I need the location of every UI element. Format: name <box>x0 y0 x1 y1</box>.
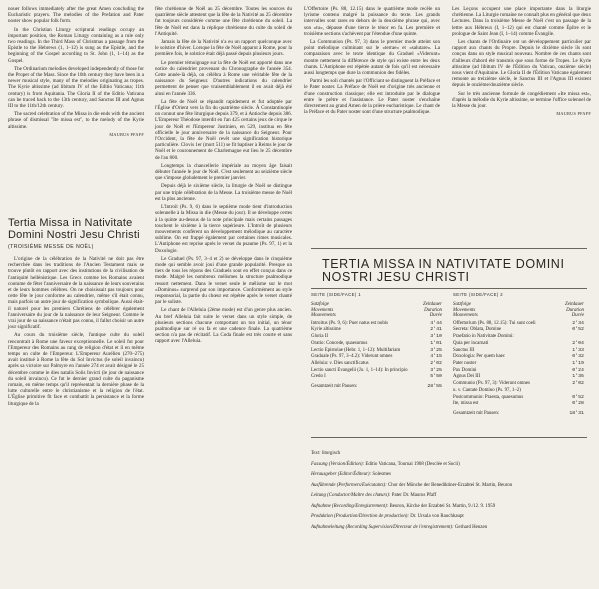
column-3-french <box>304 6 440 117</box>
side-a-tracklist <box>311 302 442 391</box>
column-2-french <box>155 6 292 347</box>
track-title: Praefatio in Nativitate Domini: <box>453 334 514 340</box>
credit-row <box>311 502 586 513</box>
header-label: Zeitdauer <box>422 302 442 307</box>
divider-title <box>311 288 587 289</box>
divider-credits <box>311 437 587 438</box>
header-label: Satzfolge <box>453 302 471 307</box>
track-row <box>311 327 442 334</box>
track-row <box>453 361 584 368</box>
signature: MAURUS PFAFF <box>109 131 144 137</box>
track-duration: 2'34 <box>572 320 584 326</box>
credit-label: Aufnahme (Recording/Enregistrement): <box>311 503 389 509</box>
track-duration: 0'28 <box>572 401 584 407</box>
paragraph: fête chrétienne de Noël au 25 décembre. Toutes les sources du quatrième siècle attestent que la fête de la Nativité au 25 décembre fut toujours considérée comme une fête chrétienne du soleil. La fête de Noël est dans la réplique chrétienne du culte du soleil de l'Antiquité. <box>155 6 292 37</box>
track-title: Introitus (Ps. 9, 6): Puer natus est nobis <box>311 320 389 326</box>
track-title: Lectio sancti Evangelii (Jo. 1, 1–14): In principio <box>311 367 408 373</box>
paragraph: L'origine de la célébration de la Nativité ne doit pas être recherchée dans les traditions de l'Ancien Testament mais se trouve plutôt en rapport avec des institutions de la civilisation de l'antiquité hellénistique. Les Grecs comme les Romains avaient coutume de fêter l'anniversaire de la naissance de leurs souverains et de leurs hommes célèbres. On ne choisissait pas toujours pour cette fête le jour conforme au calendrier, même s'il était connu, mais parfois un autre jour de signification symbolique. Aussi était-il naturel pour les premiers Chrétiens de célébrer également l'anniversaire du jour de la naissance de leur Seigneur. Comme le vrai jour de sa naissance n'était pas connu, il fallut choisir un autre jour significatif. <box>8 256 144 331</box>
credit-value: Dr. Ursula von Rauchhaupt <box>410 514 464 519</box>
track-duration: 0'52 <box>572 394 584 400</box>
track-duration: 1'01 <box>430 340 442 346</box>
paragraph: L'Offertoire (Ps. 88, 12.15) dans le quatrième mode recèle un lyrisme contenu malgré la puissance du texte. Les grands intervalles sont rares en dehors de la deuxième phrase qui, avec son «tu», dépasse d'une tierce le ténor en fa. Les première et troisième sections s'achèvent par l'étendue d'une quinte. <box>304 6 440 37</box>
track-row <box>311 374 442 381</box>
track-duration: 1'33 <box>572 347 584 353</box>
track-title: Pater noster <box>453 361 477 366</box>
track-row <box>311 354 442 361</box>
track-row <box>453 374 584 381</box>
side-b-tracklist <box>453 302 584 418</box>
credit-value: Beuron, Kirche der Erzabtei St. Martin, 9./12. 9. 1959 <box>389 503 496 509</box>
paragraph: Jamais la fête de la Nativité n'a eu un rapport quelconque avec le solstice d'hiver. Lorsque la fête de Noël apparut à Rome, pour la première fois, le solstice était déjà passé depuis plusieurs jours. <box>155 39 292 58</box>
track-row <box>453 348 584 355</box>
track-duration: 2'04 <box>572 340 584 346</box>
paragraph: In the Christian Liturgy scriptural readings occupy an important position, the Roman Liturgy containing as a rule only two readings. In the Third Mass of Christmas a passage from the Epistle to the Hebrews (1, 1–12) is sung as the Epistle, and the beginning of the Gospel according to St. John (1, 1–14) as the Gospel. <box>8 26 144 64</box>
total-row <box>311 384 442 391</box>
track-duration: 5'50 <box>430 374 442 380</box>
track-row <box>453 368 584 375</box>
paragraph: nouer follows immediately after the great Amen concluding the Eucharistic prayers. The melodies of the Prefation and Pater noster show popular folk form. <box>8 6 144 25</box>
track-title: Communio (Ps. 97, 3): Viderunt omnes <box>453 381 530 387</box>
track-duration: 1'35 <box>572 374 584 380</box>
track-row <box>311 348 442 355</box>
header-label: Movements <box>311 307 334 313</box>
header-label: Duration <box>424 307 442 313</box>
table-header <box>453 302 584 319</box>
credit-value: Pater Dr. Maurus Pfaff <box>391 493 437 498</box>
track-row <box>453 395 584 402</box>
track-title: Quia per incarnati <box>453 340 489 346</box>
total-duration: 28'55 <box>427 384 442 390</box>
track-row <box>311 341 442 348</box>
track-row <box>311 321 442 328</box>
track-row <box>311 368 442 375</box>
paragraph: Longtemps la chancellerie impériale au moyen âge faisait débuter l'année le jour de Noël. C'est seulement au seizième siècle que s'impose globalement le premier janvier. <box>155 162 292 182</box>
title-left: Tertia Missa in Nativitate Domini Nostri Jesu Christi <box>8 217 140 241</box>
header-label: Movements <box>453 307 476 313</box>
track-title: Offertorium (Ps. 88, 12.15): Tui sunt coeli <box>453 320 536 326</box>
track-row <box>453 334 584 341</box>
credits-list <box>311 449 586 533</box>
credit-label: Fassung (Version/Édition): <box>311 461 365 467</box>
total-duration: 18'31 <box>569 410 584 416</box>
track-duration: 0'32 <box>572 354 584 360</box>
paragraph: Sur le très ancienne formule de congédiement «Ite missa est», d'après la mélodie du Kyrie altissime, se termine l'office solennel de la Messe du jour. <box>452 90 591 110</box>
track-row <box>453 381 584 388</box>
total-row <box>453 411 584 418</box>
credit-label: Text: <box>311 451 321 456</box>
subtitle-left: (TROISIÈME MESSE DE NOËL) <box>8 244 94 250</box>
track-row <box>311 361 442 368</box>
paragraph: The sacred celebration of the Missa in die ends with the ancient phrase of dismissal "Ite missa est", to the melody of the Kyrie altissime. <box>8 111 144 130</box>
paragraph: Au cours du troisième siècle, l'antique culte du soleil rencontrait à Rome une faveur exceptionnelle. Le soleil fut pour l'Empereur des Romains au rang de religion d'état et il en même temps un culte de l'Empereur. L'Empereur Aurélien (270–275) avait institué à Rome la fête du Sol Invictus (le soleil invaincu) après sa victoire sur Palmyre en l'année 274 et avait désigné le 25 décembre comme le dies natalis Solis Invicti (le jour de naissance du soleil invaincu). Ce fut le dernier grand culte du paganisme romain, en même temps qu'il représentait la dernière phase de la lutte culturelle entre le christianisme et la religion de l'état. L'Église primitive fit face et combattit la persistance et la forme liturgique de la <box>8 332 144 407</box>
paragraph: Le premier témoignage sur la fête de Noël est apporté dans une notice du calendrier provenant du Chronographe de l'année 354. Cette année-là déjà, on célébra à Rome une véritable fête de la naissance du Seigneur. D'autres indications du calendrier permettent de penser que vraisemblablement il en avait déjà été ainsi en l'année 336. <box>155 59 292 97</box>
track-duration: 3'25 <box>430 367 442 373</box>
side-b-heading: SEITE (SIDE/FACE) 2 <box>453 292 504 297</box>
credit-label: Aufnahmeleitung (Recording Supervision/Directeur de l'enregistrement): <box>311 524 454 530</box>
paragraph: La Communion (Ps. 97, 3) dans le premier mode atteint son point mélodique culminant sur le «terrae» et «salutare». La comparaison avec le texte identique du Graduel «Viderunt» montre nettement la différence de style qui existe entre les deux chants. L'Antiphone est répétée autant de fois qu'il est nécessaire aussi longtemps que dure la communion des fidèles. <box>304 39 440 77</box>
paragraph: Le Graduel (Ps. 97, 3–4 et 2) se développe dans le cinquième mode qui semble avoir joui d'une grande popularité. Presque un tiers de tous les répons des Graduels sont en effet conçus dans ce mode. Malgré les nombreux mélismes la structure psalmodique ressort nettement. Dans le verset seule le mélisme sur le mot «Dominus» surprend par son importance. Conformément au style responsorial, la partie du chœur est répétée après le verset chanté par le soliste. <box>155 255 292 306</box>
paragraph: Les chants de l'Ordinaire ont un développement particulier par rapport aux chants du Propre. Depuis le dixième siècle ils sont conçus dans un style musical nouveau. Nombre de ces chants sont d'ailleurs d'abord été transmis que sous forme de Tropes. Le Kyrie altissime (ad libitum IV de l'Édition du Vatican, onzième siècle) nous vient d'Aquitaine. Le Gloria II de l'Édition Vaticane également remonte au treizième siècle, le Sanctus III et l'Agnus III existent depuis le onzième/douzième siècle. <box>452 39 591 89</box>
credit-row <box>311 491 586 502</box>
paragraph: Les Leçons occupent une place importante dans la liturgie chrétienne. La Liturgie romaine ne connaît plus en général que deux Lectures. Dans la troisième Messe de Noël c'est un passage de la lettre aux Hébreux (I, 1–12) qui est chanté comme Épître et le prologue de Saint Jean (I, 1–14) comme Évangile. <box>452 6 591 37</box>
divider-top <box>311 248 587 249</box>
credit-row <box>311 449 586 460</box>
track-duration: 4'15 <box>430 354 442 360</box>
credit-value: Gerhard Henzen <box>454 524 488 530</box>
credit-row <box>311 481 586 492</box>
track-title: Ite, missa est <box>453 401 479 407</box>
track-title: Doxologia: Per quem haec <box>453 354 506 360</box>
credit-label: Leitung (Conductor/Maître des chœurs): <box>311 493 391 498</box>
header-label: Satzfolge <box>311 302 329 307</box>
column-1-french <box>8 256 144 409</box>
header-label: Durée <box>429 313 442 319</box>
track-duration: 2'02 <box>430 361 442 366</box>
signature: MAURUS PFAFF <box>556 111 591 117</box>
total-label: Gesamtzeit mit Pausen: <box>311 384 358 390</box>
track-row <box>453 354 584 361</box>
track-title: Credo I <box>311 374 326 380</box>
total-label: Gesamtzeit mit Pausen: <box>453 410 500 416</box>
track-duration: 2'02 <box>572 381 584 387</box>
track-title: Lectio Epistolae (Hebr. 1, 1–12): Multifariam <box>311 347 401 353</box>
track-row <box>453 341 584 348</box>
track-title: u. v. Cantate Domino (Ps. 97, 1–2) <box>453 387 521 393</box>
credit-value: liturgisch <box>321 451 341 456</box>
track-title: Alleluia: v. Dies sanctificatus <box>311 361 369 366</box>
track-row <box>453 327 584 334</box>
track-duration: 0'52 <box>572 327 584 333</box>
side-a-heading: SEITE (SIDE/FACE) 1 <box>311 292 362 297</box>
credit-value: Solesmes <box>372 472 391 477</box>
paragraph: Le chant de l'Alleluia (2ème mode) est d'un genre plus ancien. Au bref Alleluia fait suite le verset dans un style simple, de plusieurs sections chacune comportant un ton initial, un ténor psalmodique sur ré ou fa et une cadence finale. La quatrième section n'a pas de récitatif. La Coda finale est très courte et sans rapport avec l'Alleluia. <box>155 307 292 345</box>
header-label: Duration <box>566 307 584 313</box>
credit-row <box>311 512 586 523</box>
column-4-french <box>452 6 591 119</box>
track-duration: 3'10 <box>430 334 442 340</box>
header-label: Mouvements <box>453 313 478 319</box>
table-header <box>311 302 442 319</box>
credit-row <box>311 523 586 534</box>
track-title: Graduale (Ps. 97, 3–4.2): Viderunt omnes <box>311 354 393 360</box>
track-title: Postcommunio: Praesta, quaesumus <box>453 394 524 400</box>
track-duration: 0'24 <box>572 367 584 373</box>
paragraph: The Ordinarium melodies developed independently of those for the Proper of the Mass. Since the 10th century they have been in a newer musical style, many of the melodies originating as tropes. The Kyrie altissime (ad libitum IV of the Editio Vaticana; 11th century) is from Aquitania. The Gloria II of the Editio Vaticana can be traced back to the 13th century, and Sanctus III and Agnus III to the 11th/12th century. <box>8 65 144 110</box>
credit-label: Herausgeber (Editor/Éditeur): <box>311 472 372 477</box>
track-duration: 4'44 <box>430 320 442 326</box>
track-row <box>311 334 442 341</box>
header-label: Zeitdauer <box>564 302 584 307</box>
credit-value: Editio Vaticana, Tournai 1908 (Desclée et Socii) <box>365 461 460 467</box>
credit-row <box>311 470 586 481</box>
track-row <box>453 401 584 408</box>
track-duration: 1'19 <box>572 361 584 366</box>
credit-value: Chor der Mönche der Benediktiner-Erzabtei St. Martin, Beuron <box>387 482 513 488</box>
column-1-english <box>8 6 144 140</box>
credit-label: Ausführende (Performers/Exécutants): <box>311 482 387 488</box>
track-duration: 2'41 <box>430 327 442 333</box>
track-title: Pax Domini <box>453 367 477 373</box>
track-title: Sanctus III <box>453 347 475 353</box>
track-title: Kyrie altissime <box>311 327 341 333</box>
track-title: Oratio: Concede, quaesumus <box>311 340 368 346</box>
paragraph: Depuis déjà le sixième siècle, la liturgie de Noël se distingue par une triple célébration de la Messe. La troisième messe de Noël est la plus ancienne. <box>155 183 292 202</box>
title-right: TERTIA MISSA IN NATIVITATE DOMINI NOSTRI JESU CHRISTI <box>322 257 565 284</box>
track-title: Gloria II <box>311 334 328 340</box>
credit-label: Produktion (Production/Direction de production): <box>311 514 410 519</box>
paragraph: L'Introït (Ps. 9, 6) dans le septième mode tient d'introduction solennelle à la Missa in die (Messe du jour). Il se développe certes à la quinte au-dessus de la note principale mais certains passages touchent le sixième à la tierce supérieure. L'Introït de plusieurs mouvements confèrent un développement mélodique au caractère sublime. On est frappé également par certaines rimes musicales. L'Antiphone est reprise après le verset du psaume (Ps. 97, 1) et la Doxologie. <box>155 204 292 254</box>
track-duration: 3'25 <box>430 347 442 353</box>
track-title: Secreta: Oblata, Domine <box>453 327 502 333</box>
paragraph: La fête de Noël se répandit rapidement et fut adoptée par l'Église d'Orient vers la fin du quatrième siècle. À Constantinople on connut une fête liturgique depuis 379, et à Antioche depuis 386. L'Empereur Théodose interdit en l'an 425 certains jeux de cirque le jour de Noël et l'Empereur Justinien, en 529, institua en fête officielle le jour anniversaire de la naissance du Seigneur. Pour l'Occident, la fête de Noël revêt une signification historique particulière. Clovis 1er (mort 511) se fit baptiser à Reims le jour de Noël et le couronnement de Charlemagne eut lieu le 25 décembre de l'an 800. <box>155 98 292 161</box>
track-title: Agnus Dei III <box>453 374 481 380</box>
track-row <box>453 388 584 395</box>
paragraph: Parmi les soli chantés par l'Officiant se distinguent la Préface et le Pater noster. La Préface de Noël est d'origine très ancienne et d'une construction classique; elle est introduite par le dialogue entre le prêtre et l'assistance. Le Pater noster s'enchaîne directement au grand Amen de la prière eucharistique. Le chant de la Préface et du Pater noster sont d'une structure psalmodique. <box>304 78 440 116</box>
header-label: Durée <box>571 313 584 319</box>
credit-row <box>311 460 586 471</box>
header-label: Mouvements <box>311 313 336 319</box>
track-row <box>453 321 584 328</box>
